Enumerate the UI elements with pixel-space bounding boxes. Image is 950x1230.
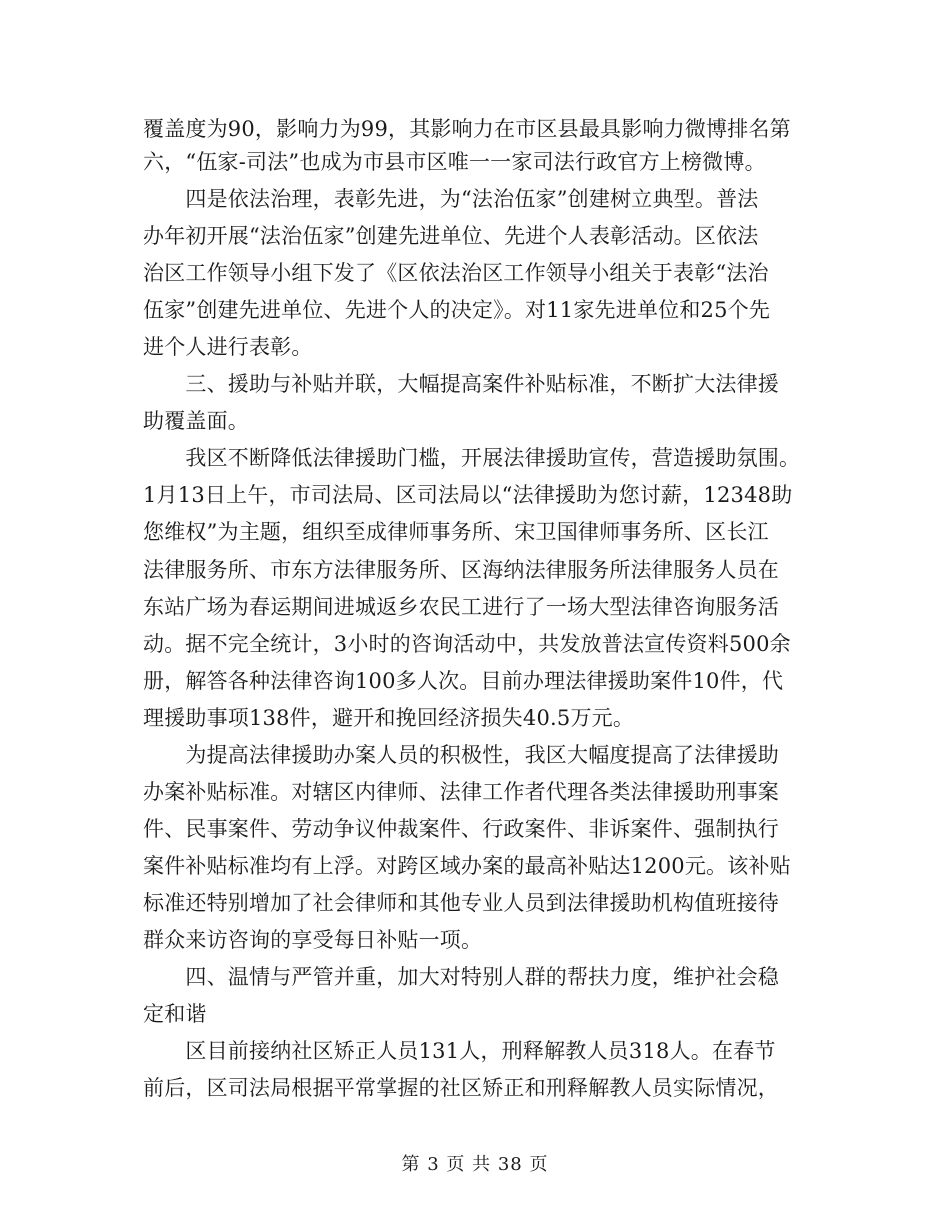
text-line: 我区不断降低法律援助门槛，开展法律援助宣传，营造援助氛围。	[143, 446, 801, 470]
text-line: 伍家”创建先进单位、先进个人的决定》。对11家先进单位和25个先	[143, 298, 771, 322]
text-line: 办年初开展“法治伍家”创建先进单位、先进个人表彰活动。区依法	[143, 224, 759, 248]
text-line: 定和谐	[143, 1002, 207, 1026]
text-line: 进个人进行表彰。	[143, 335, 313, 359]
text-line: 册，解答各种法律咨询100多人次。目前办理法律援助案件10件，代	[143, 669, 784, 693]
text-line: 区目前接纳社区矫正人员131人，刑释解教人员318人。在春节	[143, 1039, 776, 1063]
text-line: 您维权”为主题，组织至成律师事务所、宋卫国律师事务所、区长江	[143, 520, 769, 544]
text-line: 法律服务所、市东方法律服务所、区海纳法律服务所法律服务人员在	[143, 558, 779, 582]
text-line: 为提高法律援助办案人员的积极性，我区大幅度提高了法律援助	[143, 743, 779, 767]
page-footer: 第 3 页 共 38 页	[401, 1154, 549, 1175]
text-line: 四是依法治理，表彰先进，为“法治伍家”创建树立典型。普法	[143, 187, 759, 211]
text-line: 理援助事项138件，避开和挽回经济损失40.5万元。	[143, 706, 635, 730]
text-line: 四、温情与严管并重，加大对特别人群的帮扶力度，维护社会稳	[143, 965, 779, 989]
text-line: 群众来访咨询的享受每日补贴一项。	[143, 928, 483, 952]
text-line: 六，“伍家-司法”也成为市县市区唯一一家司法行政官方上榜微博。	[143, 150, 766, 174]
text-line: 三、援助与补贴并联，大幅提高案件补贴标准，不断扩大法律援	[143, 372, 779, 396]
text-line: 东站广场为春运期间进城返乡农民工进行了一场大型法律咨询服务活	[143, 595, 779, 619]
text-line: 件、民事案件、劳动争议仲裁案件、行政案件、非诉案件、强制执行	[143, 817, 779, 841]
text-line: 覆盖度为90，影响力为99，其影响力在市区县最具影响力微博排名第	[143, 117, 791, 141]
text-line: 治区工作领导小组下发了《区依法治区工作领导小组关于表彰“法治	[143, 261, 769, 285]
text-line: 案件补贴标准均有上浮。对跨区域办案的最高补贴达1200元。该补贴	[143, 854, 791, 878]
text-line: 助覆盖面。	[143, 409, 249, 433]
text-line: 办案补贴标准。对辖区内律师、法律工作者代理各类法律援助刑事案	[143, 780, 779, 804]
text-line: 1月13日上午，市司法局、区司法局以“法律援助为您讨薪，12348助	[143, 483, 793, 507]
text-line: 前后，区司法局根据平常掌握的社区矫正和刑释解教人员实际情况，	[143, 1076, 779, 1100]
text-line: 动。据不完全统计，3小时的咨询活动中，共发放普法宣传资料500余	[143, 632, 791, 656]
text-line: 标准还特别增加了社会律师和其他专业人员到法律援助机构值班接待	[143, 891, 779, 915]
